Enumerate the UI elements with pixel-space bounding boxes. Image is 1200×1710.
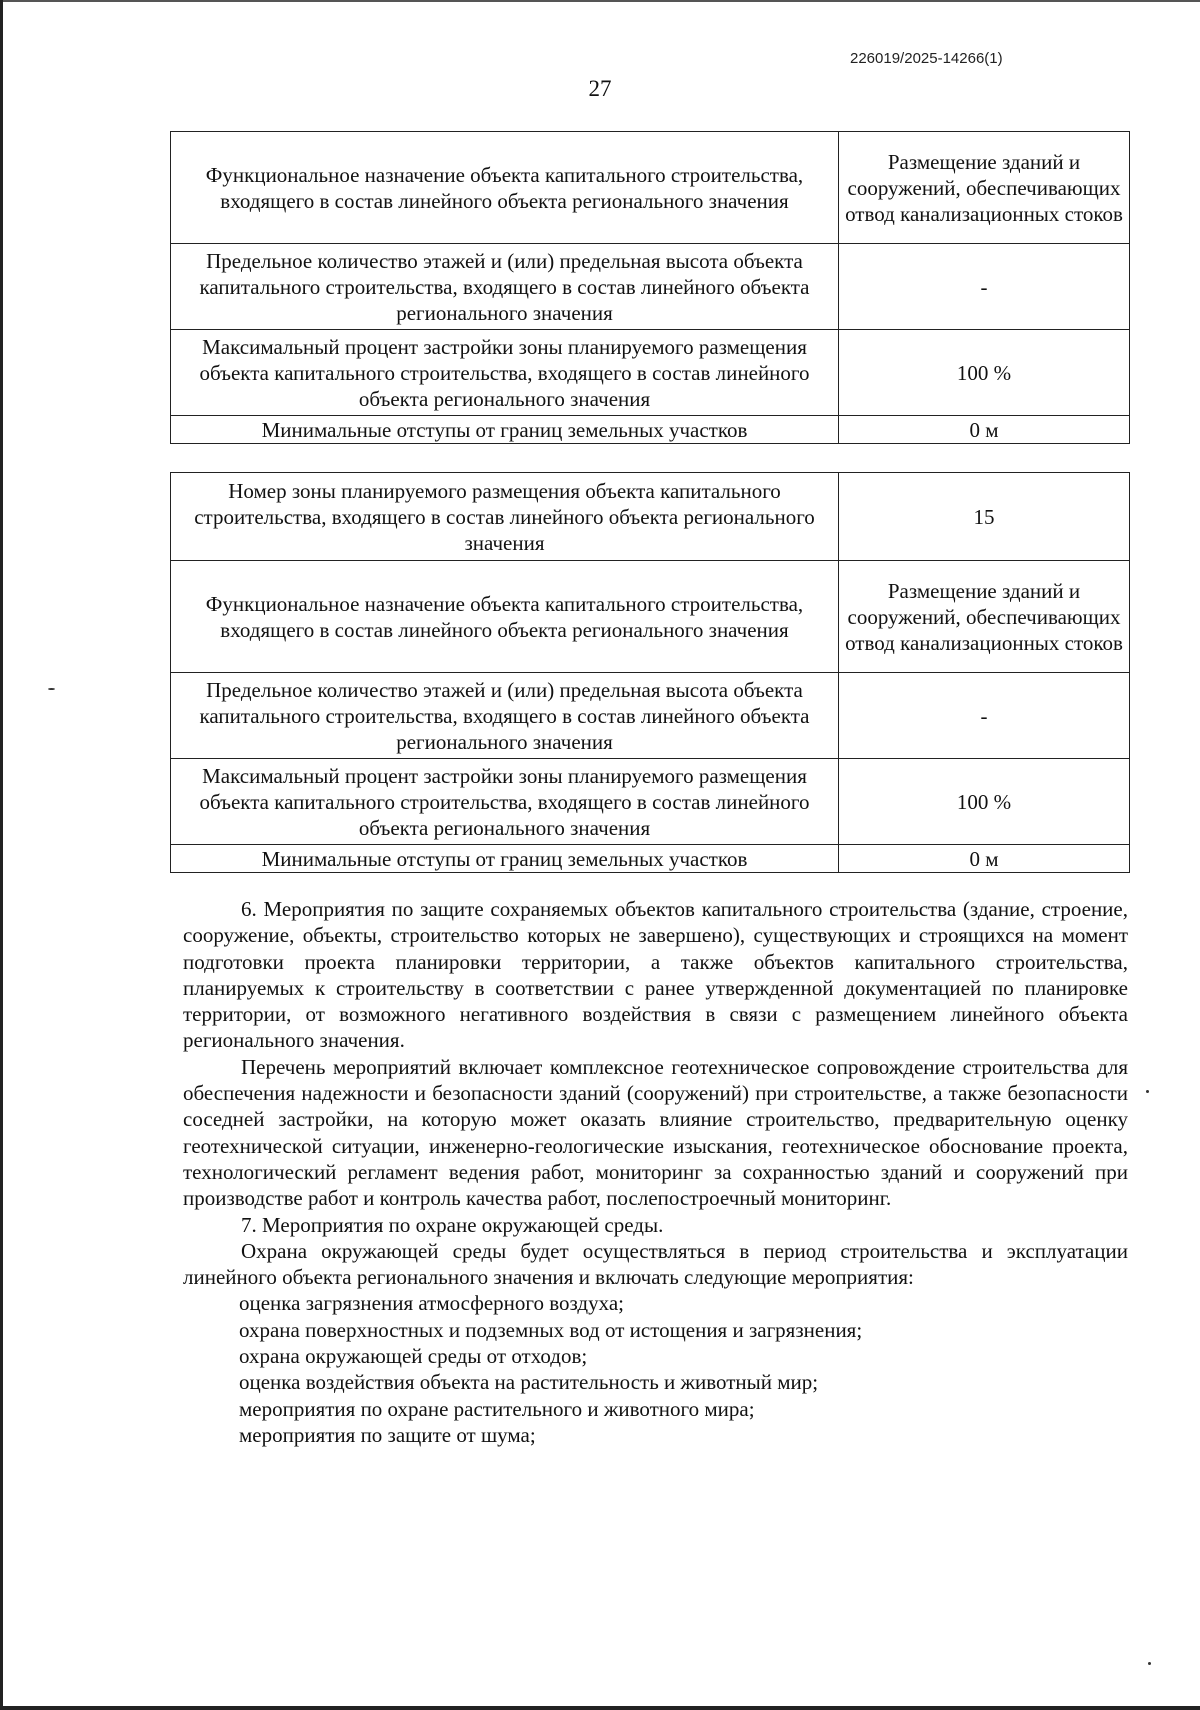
document-registration-number: 226019/2025-14266(1) <box>850 50 1003 67</box>
list-item: охрана поверхностных и подземных вод от истощения и загрязнения; <box>239 1317 863 1342</box>
row-label: Предельное количество этажей и (или) предельная высота объекта капитального строительства, входящего в состав линейного объекта регионального значения <box>171 673 839 759</box>
list-item: оценка загрязнения атмосферного воздуха; <box>239 1291 624 1316</box>
list-item: мероприятия по защите от шума; <box>239 1422 536 1447</box>
row-value: 100 % <box>839 330 1130 416</box>
table-row <box>171 330 1130 416</box>
scan-edge-left <box>0 0 3 1710</box>
row-label: Функциональное назначение объекта капитального строительства, входящего в состав линейного объекта регионального значения <box>171 561 839 673</box>
document-body <box>183 896 1128 1448</box>
table-row <box>171 416 1130 444</box>
row-label: Функциональное назначение объекта капитального строительства, входящего в состав линейного объекта регионального значения <box>171 132 839 244</box>
list-item: мероприятия по охране растительного и животного мира; <box>239 1396 755 1421</box>
row-value: Размещение зданий и сооружений, обеспечивающих отвод канализационных стоков <box>839 561 1130 673</box>
row-label: Минимальные отступы от границ земельных участков <box>171 845 839 873</box>
zone-parameters-table-2 <box>170 472 1130 873</box>
list-item: охрана окружающей среды от отходов; <box>239 1344 588 1369</box>
scan-speck <box>1148 1662 1151 1665</box>
row-label: Номер зоны планируемого размещения объекта капитального строительства, входящего в состав линейного объекта регионального значения <box>171 473 839 561</box>
table-row <box>171 473 1130 561</box>
row-label: Максимальный процент застройки зоны планируемого размещения объекта капитального строительства, входящего в состав линейного объекта регионального значения <box>171 330 839 416</box>
page-number: 27 <box>588 76 612 101</box>
table-row <box>171 673 1130 759</box>
scan-edge-top <box>0 0 1200 2</box>
row-label: Минимальные отступы от границ земельных участков <box>171 416 839 444</box>
table-row <box>171 244 1130 330</box>
row-label: Максимальный процент застройки зоны планируемого размещения объекта капитального строительства, входящего в состав линейного объекта регионального значения <box>171 759 839 845</box>
row-value: 0 м <box>839 416 1130 444</box>
paragraph-environment-intro: Охрана окружающей среды будет осуществляться в период строительства и эксплуатации линейного объекта регионального значения и включать следующие мероприятия: <box>183 1238 1128 1290</box>
section-heading-environment: 7. Мероприятия по охране окружающей среды. <box>241 1212 664 1237</box>
scan-speck <box>1146 1090 1149 1093</box>
paragraph-protection-measures: 6. Мероприятия по защите сохраняемых объектов капитального строительства (здание, строение, сооружение, объекты, строительство которых не завершено), существующих и строящихся на момент подготовки проекта планировки территории, а также объектов капитального строительства, планируемых к строительству в соответствии с ранее утвержденной документацией по планировке территории, от возможного негативного воздействия в связи с размещением линейного объекта регионального значения. <box>183 897 1128 1053</box>
row-value: 0 м <box>839 845 1130 873</box>
paragraph-measures-list: Перечень мероприятий включает комплексное геотехническое сопровождение строительства для обеспечения надежности и безопасности зданий (сооружений) при строительстве, а также безопасности соседней застройки, на которую может оказать влияние строительство, предварительную оценку геотехнической ситуации, инженерно-геологические изыскания, геотехническое обоснование проекта, технологический регламент ведения работ, мониторинг за сохранностью зданий и сооружений при производстве работ и контроль качества работ, послепостроечный мониторинг. <box>183 1054 1128 1211</box>
table-row <box>171 132 1130 244</box>
row-value: - <box>839 244 1130 330</box>
row-value: 100 % <box>839 759 1130 845</box>
row-label: Предельное количество этажей и (или) предельная высота объекта капитального строительства, входящего в состав линейного объекта регионального значения <box>171 244 839 330</box>
scan-speck <box>48 688 55 690</box>
table-row <box>171 845 1130 873</box>
table-row <box>171 561 1130 673</box>
row-value: Размещение зданий и сооружений, обеспечивающих отвод канализационных стоков <box>839 132 1130 244</box>
scan-edge-bottom <box>0 1706 1200 1710</box>
table-row <box>171 759 1130 845</box>
list-item: оценка воздействия объекта на растительность и животный мир; <box>239 1370 819 1395</box>
row-value: 15 <box>839 473 1130 561</box>
row-value: - <box>839 673 1130 759</box>
zone-parameters-table-1 <box>170 131 1130 444</box>
